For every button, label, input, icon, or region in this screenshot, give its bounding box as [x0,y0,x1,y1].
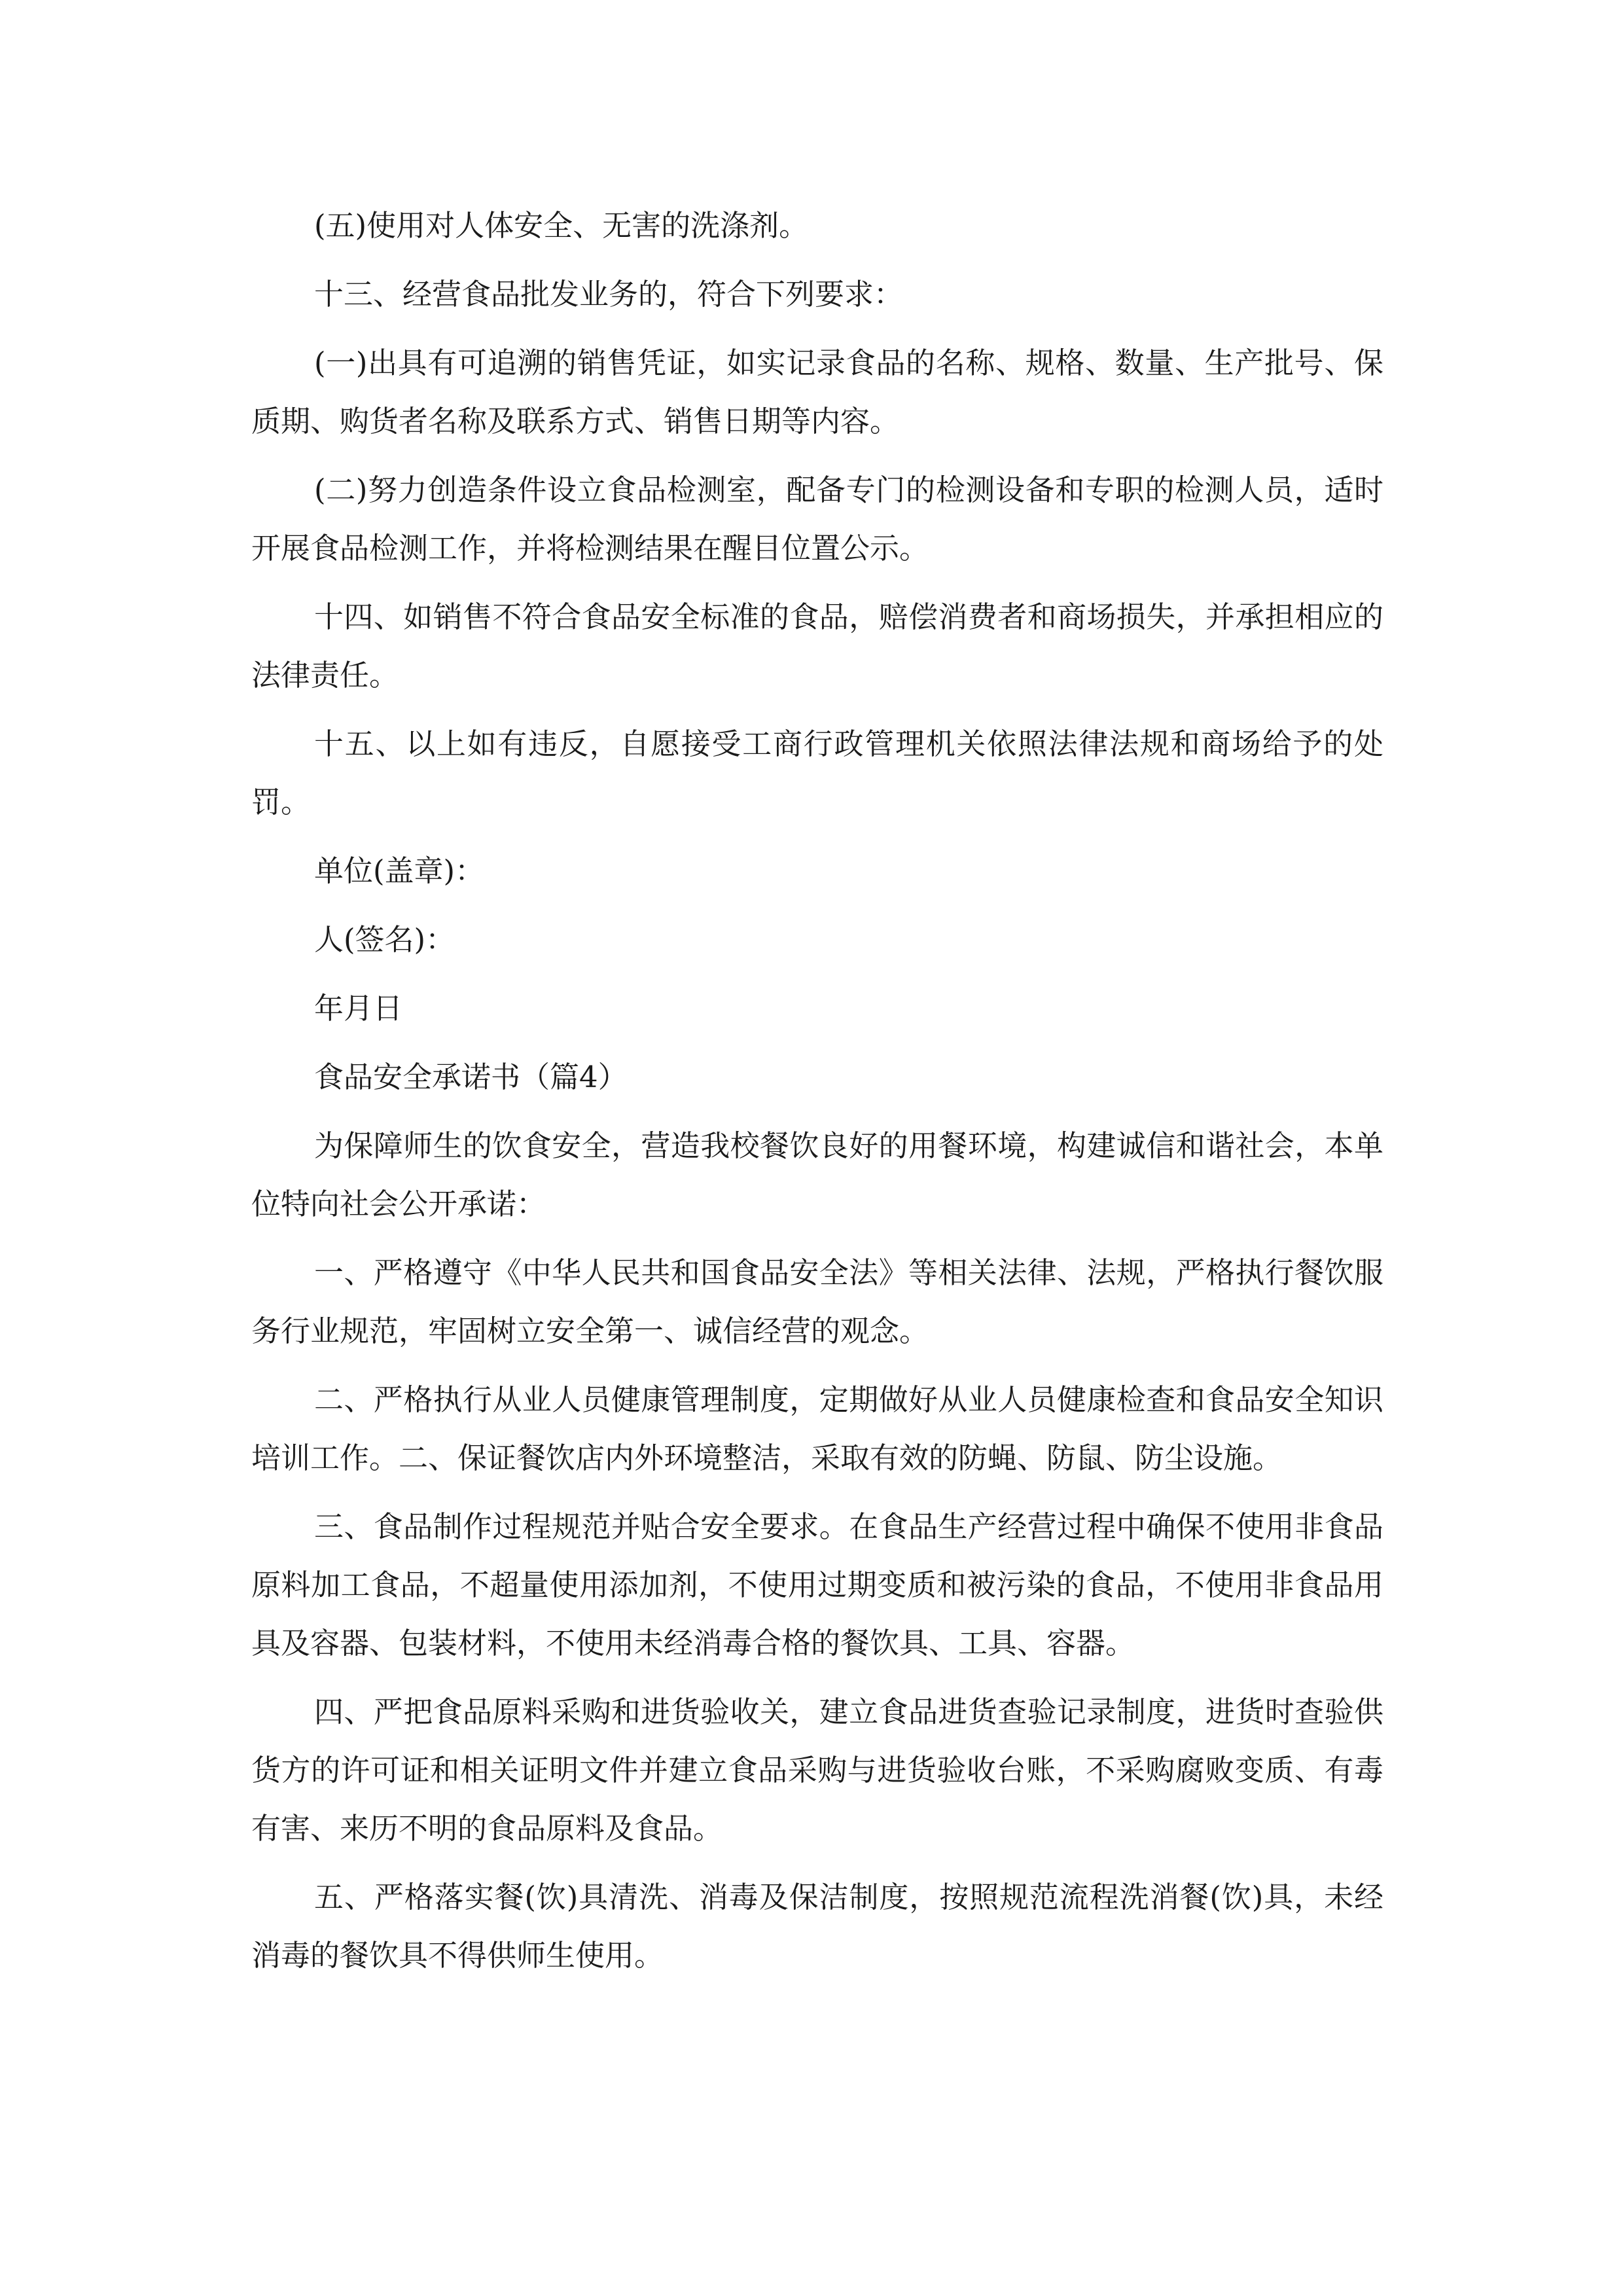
signature-person: 人(签名)： [314,922,455,957]
paragraph-item-5-detergent: (五)使用对人体安全、无害的洗涤剂。 [314,208,809,243]
signature-date: 年月日 [314,991,403,1026]
signature-unit-seal: 单位(盖章)： [314,853,485,888]
paragraph-intro: 为保障师生的饮食安全，营造我校餐饮良好的用餐环境，构建诚信和谐社会，本单位特向社会公开承诺： [251,1128,1383,1221]
paragraph-item-2-testing-room: (二)努力创造条件设立食品检测室，配备专门的检测设备和专职的检测人员，适时开展食品检测工作，并将检测结果在醒目位置公示。 [251,473,1383,565]
paragraph-article-14: 十四、如销售不符合食品安全标准的食品，赔偿消费者和商场损失，并承担相应的法律责任。 [251,600,1383,692]
paragraph-article-15: 十五、以上如有违反，自愿接受工商行政管理机关依照法律法规和商场给予的处罚。 [251,726,1383,819]
paragraph-article-13: 十三、经营食品批发业务的，符合下列要求： [314,277,904,312]
document-body [251,196,1383,1995]
paragraph-item-1-sales-voucher: (一)出具有可追溯的销售凭证，如实记录食品的名称、规格、数量、生产批号、保质期、购货者名称及联系方式、销售日期等内容。 [251,346,1383,439]
paragraph-commitment-2: 二、严格执行从业人员健康管理制度，定期做好从业人员健康检查和食品安全知识培训工作。二、保证餐饮店内外环境整洁，采取有效的防蝇、防鼠、防尘设施。 [251,1382,1383,1475]
paragraph-commitment-5: 五、严格落实餐(饮)具清洗、消毒及保洁制度，按照规范流程洗消餐(饮)具，未经消毒的餐饮具不得供师生使用。 [251,1880,1383,1973]
paragraph-commitment-3: 三、食品制作过程规范并贴合安全要求。在食品生产经营过程中确保不使用非食品原料加工食品，不超量使用添加剂，不使用过期变质和被污染的食品，不使用非食品用具及容器、包装材料，不使用未经消毒合格的餐饮具、工具、容器。 [251,1509,1383,1660]
section-title: 食品安全承诺书（篇4） [314,1060,628,1094]
paragraph-commitment-4: 四、严把食品原料采购和进货验收关，建立食品进货查验记录制度，进货时查验供货方的许可证和相关证明文件并建立食品采购与进货验收台账，不采购腐败变质、有毒有害、来历不明的食品原料及食品。 [251,1695,1383,1846]
paragraph-commitment-1: 一、严格遵守《中华人民共和国食品安全法》等相关法律、法规，严格执行餐饮服务行业规范，牢固树立安全第一、诚信经营的观念。 [251,1255,1383,1348]
